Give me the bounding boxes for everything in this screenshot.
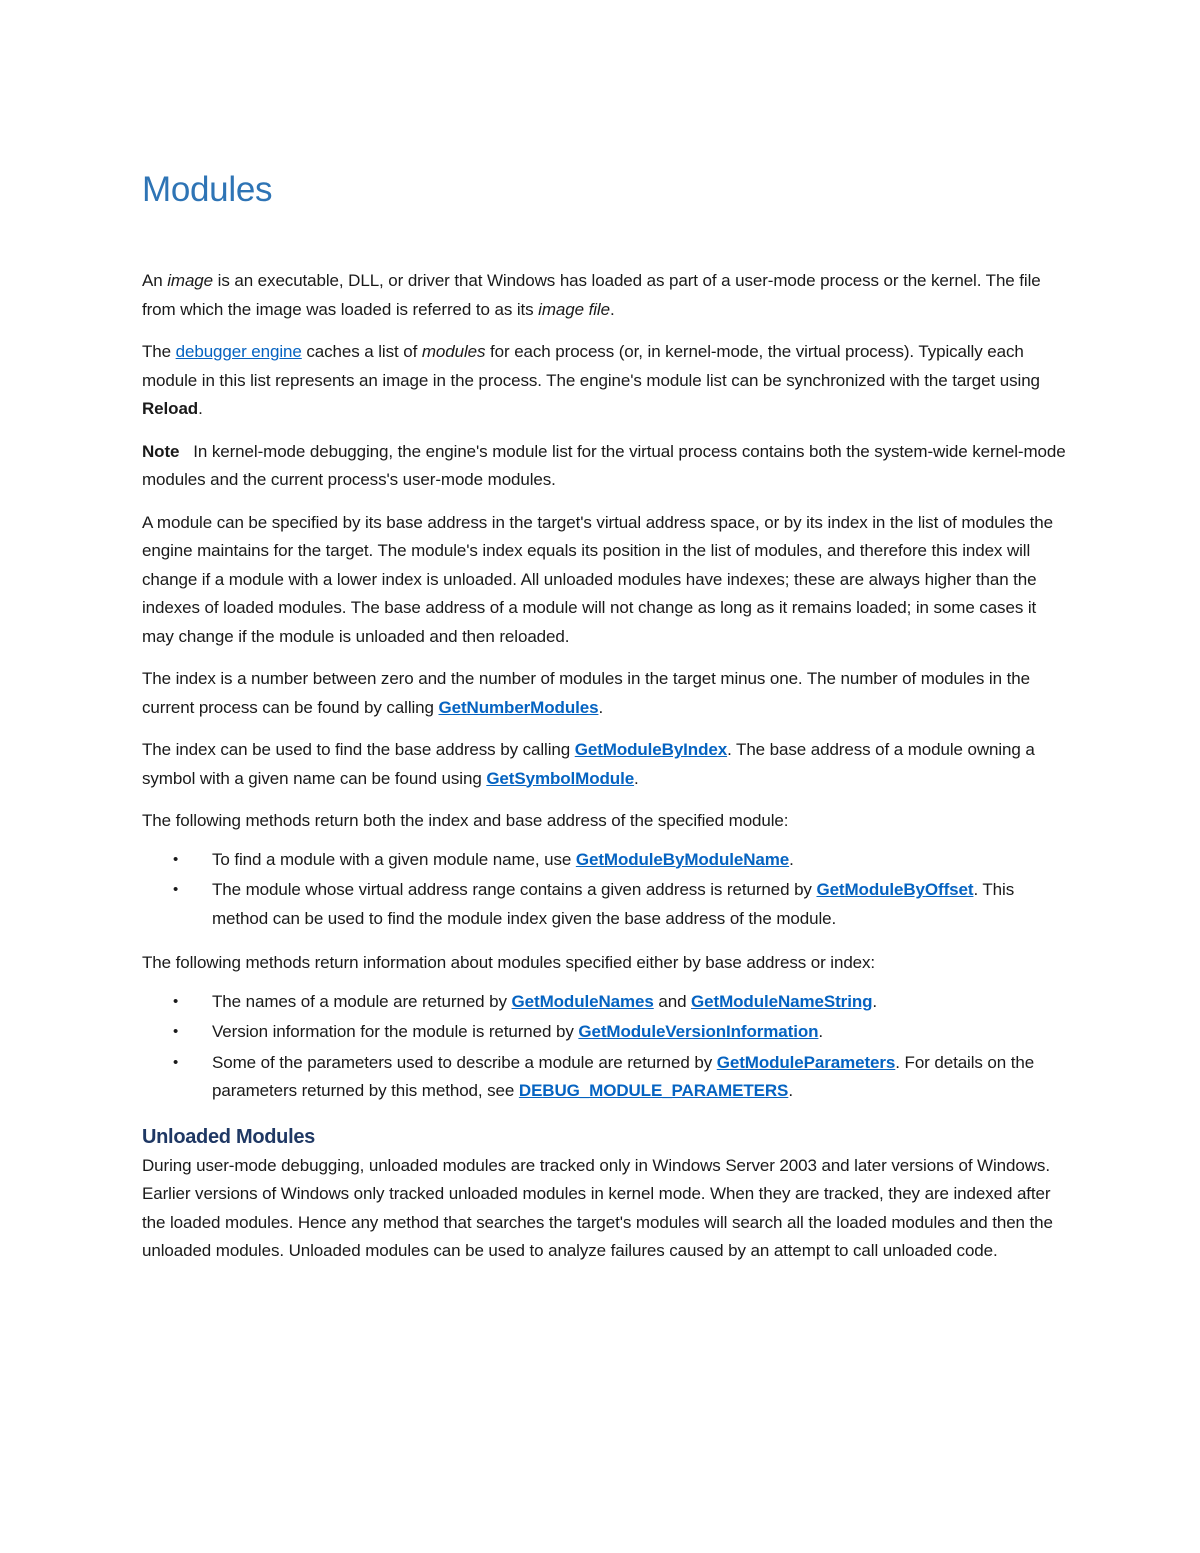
list-item: • To find a module with a given module name, use GetModuleByModuleName. xyxy=(142,846,1067,875)
bullet-icon: • xyxy=(173,1053,179,1071)
methods-intro-paragraph: The following methods return both the index and base address of the specified module: xyxy=(142,811,789,830)
page-title: Modules xyxy=(142,170,273,209)
get-module-name-string-link[interactable]: GetModuleNameString xyxy=(691,991,873,1011)
base-address-paragraph: The index can be used to find the base address by calling GetModuleByIndex. The base address of a module owning a symbol with a given name can be found using GetSymbolModule. xyxy=(142,740,1035,788)
index-methods-list xyxy=(142,846,1067,934)
engine-paragraph: The debugger engine caches a list of modules for each process (or, in kernel-mode, the virtual process). Typically each module in this list represents an image in the process. The engine's module list can be synchronized with the target using Reload. xyxy=(142,342,1040,418)
index-paragraph: The index is a number between zero and the number of modules in the target minus one. The number of modules in the current process can be found by calling GetNumberModules. xyxy=(142,669,1030,717)
list-item: • Some of the parameters used to describe a module are returned by GetModuleParameters. For details on the parameters returned by this method, see DEBUG_MODULE_PARAMETERS. xyxy=(142,1049,1067,1106)
list-item: • The module whose virtual address range contains a given address is returned by GetModuleByOffset. This method can be used to find the module index given the base address of the module. xyxy=(142,876,1067,933)
debug-module-parameters-link[interactable]: DEBUG_MODULE_PARAMETERS xyxy=(518,1081,789,1100)
note-paragraph: Note In kernel-mode debugging, the engine's module list for the virtual process contains both the system-wide kernel-mode modules and the current process's user-mode modules. xyxy=(142,441,1066,489)
bullet-icon: • xyxy=(173,850,179,868)
get-module-version-information-link[interactable]: GetModuleVersionInformation xyxy=(578,1022,819,1041)
module-specification-paragraph: A module can be specified by its base address in the target's virtual address space, or by its index in the list of modules the engine maintains for the target. The module's index equals its position in the list of modules, and therefore this index will change if a module with a lower index is unloaded. All unloaded modules have indexes; these are always higher than the indexes of loaded modules. The base address of a module will not change as long as it remains loaded; in some cases it may change if the module is unloaded and then reloaded. xyxy=(142,512,1053,646)
term-modules: modules xyxy=(421,342,486,361)
get-module-parameters-link[interactable]: GetModuleParameters xyxy=(716,1052,896,1072)
term-image-file: image file xyxy=(538,299,610,319)
reload-method: Reload xyxy=(142,399,199,418)
get-module-names-link[interactable]: GetModuleNames xyxy=(511,991,654,1011)
info-methods-list xyxy=(142,988,1067,1106)
debugger-engine-link[interactable]: debugger engine xyxy=(175,342,302,361)
info-methods-intro-paragraph: The following methods return information about modules specified either by base address or index: xyxy=(142,953,876,972)
note-label: Note xyxy=(142,441,180,461)
bullet-icon: • xyxy=(173,881,179,898)
unloaded-modules-paragraph: During user-mode debugging, unloaded modules are tracked only in Windows Server 2003 and later versions of Windows. Earlier versions of Windows only tracked unloaded modules in kernel mode. When they are tracked, they are indexed after the loaded modules. Hence any method that searches the target's modules will search all the loaded modules and then the unloaded modules. Unloaded modules can be used to analyze failures caused by an attempt to call unloaded code. xyxy=(142,1155,1053,1260)
get-module-by-module-name-link[interactable]: GetModuleByModuleName xyxy=(575,849,790,869)
get-number-modules-link[interactable]: GetNumberModules xyxy=(438,697,599,717)
list-item: • Version information for the module is returned by GetModuleVersionInformation. xyxy=(142,1018,1067,1047)
bullet-icon: • xyxy=(173,1023,179,1040)
intro-paragraph: An image is an executable, DLL, or driver that Windows has loaded as part of a user-mode process or the kernel. The file from which the image was loaded is referred to as its image file. xyxy=(142,271,1041,319)
term-image: image xyxy=(167,271,214,290)
unloaded-modules-heading: Unloaded Modules xyxy=(142,1125,315,1148)
get-module-by-index-link[interactable]: GetModuleByIndex xyxy=(574,740,728,759)
get-symbol-module-link[interactable]: GetSymbolModule xyxy=(486,768,635,788)
list-item: • The names of a module are returned by GetModuleNames and GetModuleNameString. xyxy=(142,988,1067,1017)
bullet-icon: • xyxy=(173,992,179,1010)
get-module-by-offset-link[interactable]: GetModuleByOffset xyxy=(816,880,974,899)
document-body xyxy=(142,164,1067,1280)
